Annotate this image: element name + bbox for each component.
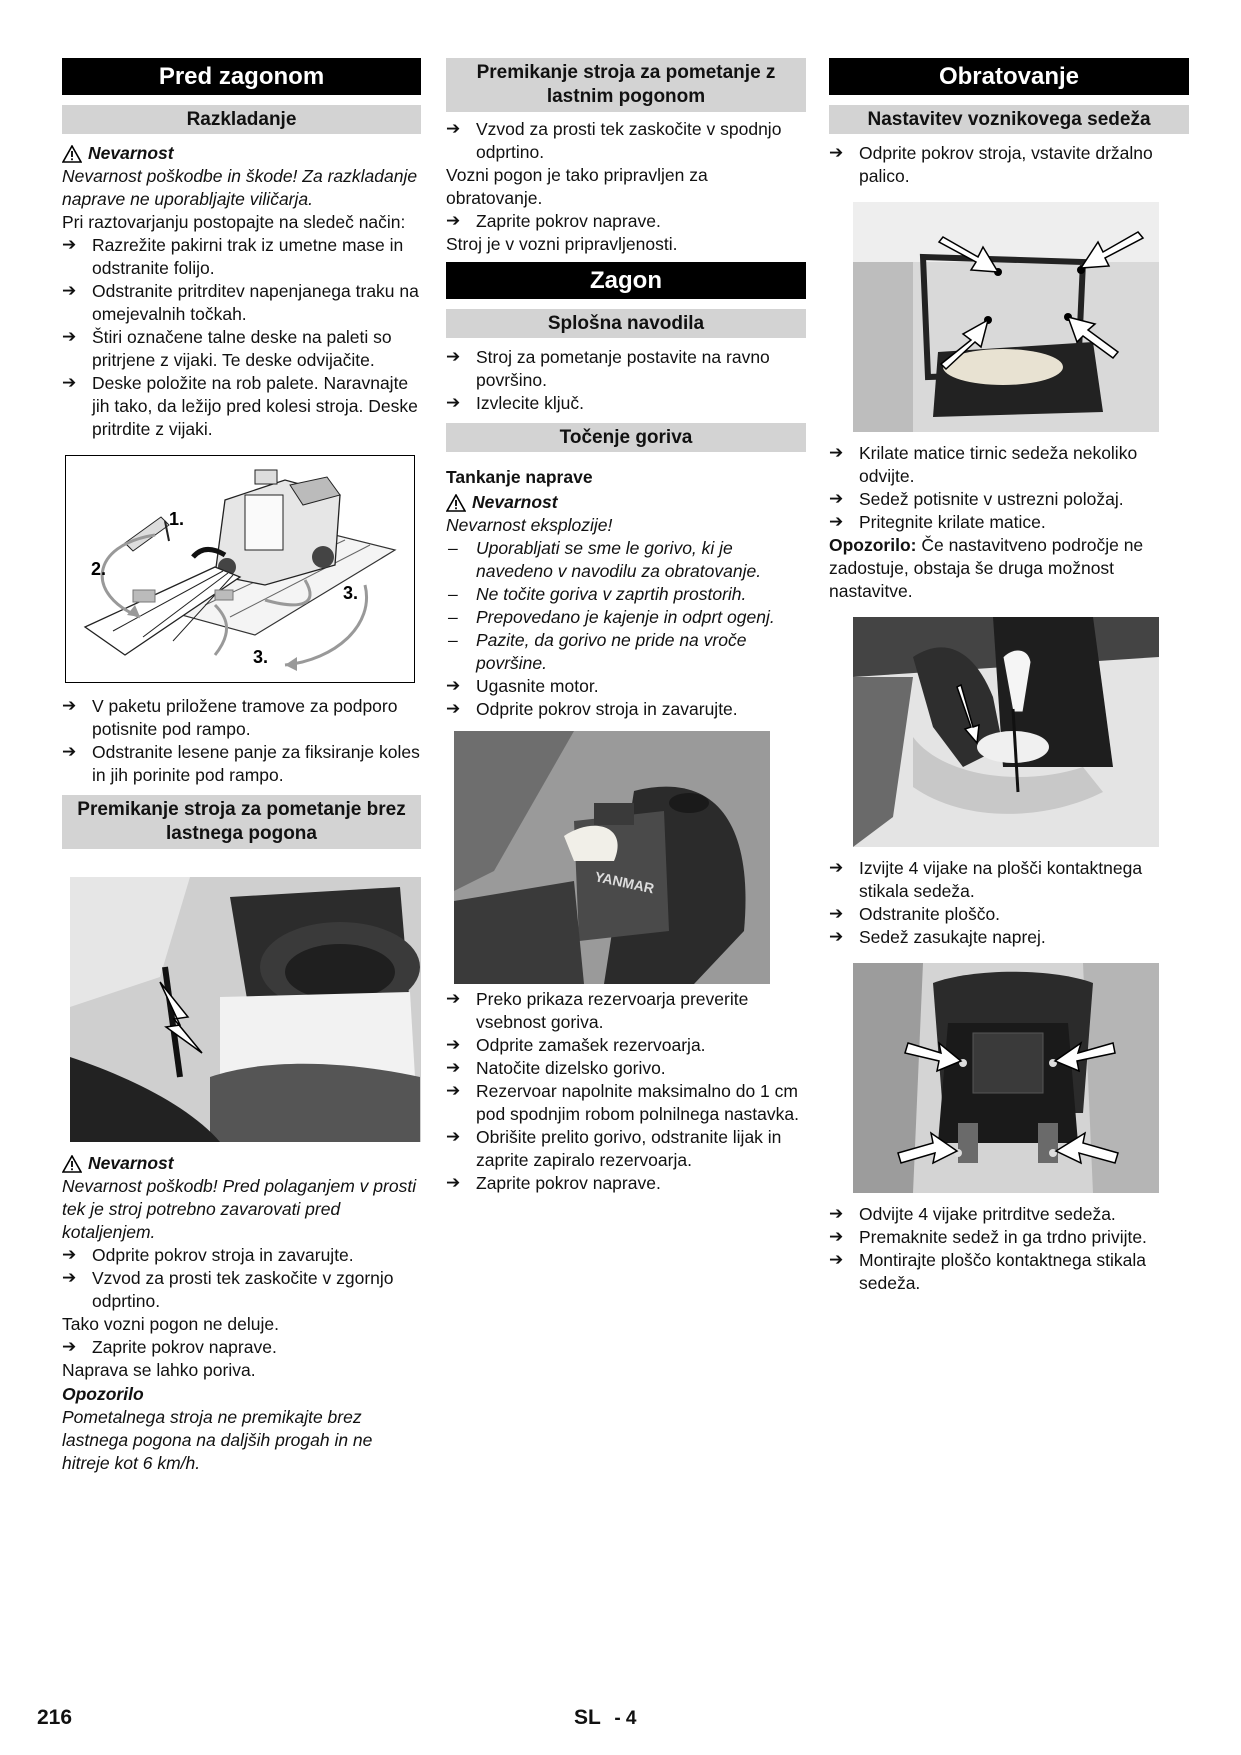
seat-steps-1: [829, 142, 1189, 188]
list-item: ➔ Vzvod za prosti tek zaskočite v zgornjo odprtino.: [62, 1267, 421, 1313]
list-item: ➔ Obrišite prelito gorivo, odstranite lijak in zaprite zapiralo rezervoarja.: [446, 1126, 806, 1172]
list-item: ➔ V paketu priložene tramove za podporo potisnite pod rampo.: [62, 695, 421, 741]
section-title-zagon: Zagon: [446, 262, 806, 299]
seat-note-label: Opozorilo:: [829, 535, 917, 555]
list-item: ➔ Odstranite ploščo.: [829, 903, 1189, 926]
section-title-obratovanje: Obratovanje: [829, 58, 1189, 95]
seat-steps-2: [829, 442, 1189, 534]
danger-text-2: Nevarnost poškodb! Pred polaganjem v prosti tek je stroj potrebno zavarovati pred kotaljenjem.: [62, 1176, 417, 1242]
heading-razkladanje: Razkladanje: [62, 105, 421, 134]
text-drive-inactive: Tako vozni pogon ne deluje.: [62, 1314, 279, 1334]
heading-tocenje-goriva: Točenje goriva: [446, 423, 806, 452]
intro-text: Pri raztovarjanju postopajte na sledeč način:: [62, 212, 406, 232]
column-middle: [446, 58, 806, 1195]
list-item: ➔ Premaknite sedež in ga trdno privijte.: [829, 1226, 1189, 1249]
danger-label-2: Nevarnost: [62, 1152, 421, 1175]
engine-brand-label: YANMAR: [593, 868, 656, 897]
danger-label: Nevarnost: [62, 142, 421, 165]
fuel-steps-2: [446, 988, 806, 1195]
list-item: ➔ Vzvod za prosti tek zaskočite v spodnjo odprtino.: [446, 118, 806, 164]
page-number: 216: [37, 1706, 73, 1729]
list-item: – Pazite, da gorivo ne pride na vroče površine.: [446, 629, 806, 675]
list-item: ➔ Sedež potisnite v ustrezni položaj.: [829, 488, 1189, 511]
text-ready-to-drive: Stroj je v vozni pripravljenosti.: [446, 234, 678, 254]
text-drive-ready: Vozni pogon je tako pripravljen za obratovanje.: [446, 165, 708, 208]
move-without-steps-2: [62, 1336, 421, 1359]
language-code: SL: [574, 1706, 601, 1729]
seat-steps-3: [829, 857, 1189, 949]
seat-rails-photo: [853, 202, 1159, 432]
seat-note-text: Če nastavitveno področje ne zadostuje, obstaja še druga možnost nastavitve.: [829, 535, 1144, 601]
diagram-label-3: 3.: [343, 583, 359, 603]
list-item: ➔ Sedež zasukajte naprej.: [829, 926, 1189, 949]
move-without-steps-1: [62, 1244, 421, 1313]
list-item: ➔ Deske položite na rob palete. Naravnajte jih tako, da ležijo pred kolesi stroja. Deske pritrdite z vijaki.: [62, 372, 421, 441]
list-item: ➔ Štiri označene talne deske na paleti so pritrjene z vijaki. Te deske odvijačite.: [62, 326, 421, 372]
note-label: Opozorilo: [62, 1384, 144, 1404]
list-item: ➔ Natočite dizelsko gorivo.: [446, 1057, 806, 1080]
section-title-pred-zagonom: Pred zagonom: [62, 58, 421, 95]
general-steps: [446, 346, 806, 415]
move-with-steps-2: [446, 210, 806, 233]
fuel-rules: [446, 537, 806, 675]
list-item: ➔ Odprite pokrov stroja, vstavite držalno palico.: [829, 142, 1189, 188]
list-item: ➔ Pritegnite krilate matice.: [829, 511, 1189, 534]
seat-mount-screws-photo: [853, 963, 1159, 1193]
warning-triangle-icon: [446, 494, 466, 512]
list-item: ➔ Ugasnite motor.: [446, 675, 806, 698]
list-item: ➔ Odprite zamašek rezervoarja.: [446, 1034, 806, 1057]
list-item: ➔ Montirajte ploščo kontaktnega stikala sedeža.: [829, 1249, 1189, 1295]
list-item: ➔ Odstranite lesene panje za fiksiranje koles in jih porinite pod rampo.: [62, 741, 421, 787]
fuel-tank-photo: [454, 731, 770, 984]
danger-text-3: Nevarnost eksplozije!: [446, 515, 613, 535]
warning-triangle-icon: [62, 145, 82, 163]
text-can-push: Naprava se lahko poriva.: [62, 1360, 256, 1380]
diagram-label-1: 1.: [169, 509, 185, 529]
freewheel-lever-photo: [70, 877, 421, 1142]
column-left: [62, 58, 421, 1475]
diagram-label-2: 2.: [91, 559, 107, 579]
list-item: – Ne točite goriva v zaprtih prostorih.: [446, 583, 806, 606]
footer-section: - 4: [614, 1708, 637, 1729]
list-item: ➔ Rezervoar napolnite maksimalno do 1 cm pod spodnjim robom polnilnega nastavka.: [446, 1080, 806, 1126]
list-item: – Uporabljati se sme le gorivo, ki je navedeno v navodilu za obratovanje.: [446, 537, 806, 583]
seat-contact-plate-photo: [853, 617, 1159, 847]
unloading-ramp-diagram: [65, 455, 415, 683]
list-item: ➔ Razrežite pakirni trak iz umetne mase in odstranite folijo.: [62, 234, 421, 280]
list-item: ➔ Zaprite pokrov naprave.: [446, 1172, 806, 1195]
subheading-tankanje: Tankanje naprave: [446, 467, 593, 487]
fuel-steps-1: [446, 675, 806, 721]
footer-language: [574, 1706, 637, 1730]
unpack-steps-after: [62, 695, 421, 787]
list-item: ➔ Odprite pokrov stroja in zavarujte.: [62, 1244, 421, 1267]
move-with-steps-1: [446, 118, 806, 164]
list-item: – Prepovedano je kajenje in odprt ogenj.: [446, 606, 806, 629]
unpack-steps: [62, 234, 421, 441]
list-item: ➔ Stroj za pometanje postavite na ravno površino.: [446, 346, 806, 392]
list-item: ➔ Izvlecite ključ.: [446, 392, 806, 415]
danger-text: Nevarnost poškodbe in škode! Za razkladanje naprave ne uporabljajte viličarja.: [62, 166, 418, 209]
heading-move-with-drive: Premikanje stroja za pometanje z lastnim pogonom: [446, 58, 806, 112]
heading-seat-adjustment: Nastavitev voznikovega sedeža: [829, 105, 1189, 134]
seat-note: [829, 534, 1189, 603]
note-text: Pometalnega stroja ne premikajte brez lastnega pogona na daljših progah in ne hitreje kot 6 km/h.: [62, 1407, 373, 1473]
diagram-label-4: 3.: [253, 647, 269, 667]
danger-label-3: Nevarnost: [446, 491, 806, 514]
list-item: ➔ Krilate matice tirnic sedeža nekoliko odvijte.: [829, 442, 1189, 488]
list-item: ➔ Preko prikaza rezervoarja preverite vsebnost goriva.: [446, 988, 806, 1034]
list-item: ➔ Odstranite pritrditev napenjanega traku na omejevalnih točkah.: [62, 280, 421, 326]
list-item: ➔ Zaprite pokrov naprave.: [446, 210, 806, 233]
list-item: ➔ Odprite pokrov stroja in zavarujte.: [446, 698, 806, 721]
heading-splosna-navodila: Splošna navodila: [446, 309, 806, 338]
list-item: ➔ Odvijte 4 vijake pritrditve sedeža.: [829, 1203, 1189, 1226]
warning-triangle-icon: [62, 1155, 82, 1173]
heading-move-without-drive: Premikanje stroja za pometanje brez lastnega pogona: [62, 795, 421, 849]
seat-steps-4: [829, 1203, 1189, 1295]
list-item: ➔ Zaprite pokrov naprave.: [62, 1336, 421, 1359]
list-item: ➔ Izvijte 4 vijake na plošči kontaktnega stikala sedeža.: [829, 857, 1189, 903]
column-right: [829, 58, 1189, 1295]
